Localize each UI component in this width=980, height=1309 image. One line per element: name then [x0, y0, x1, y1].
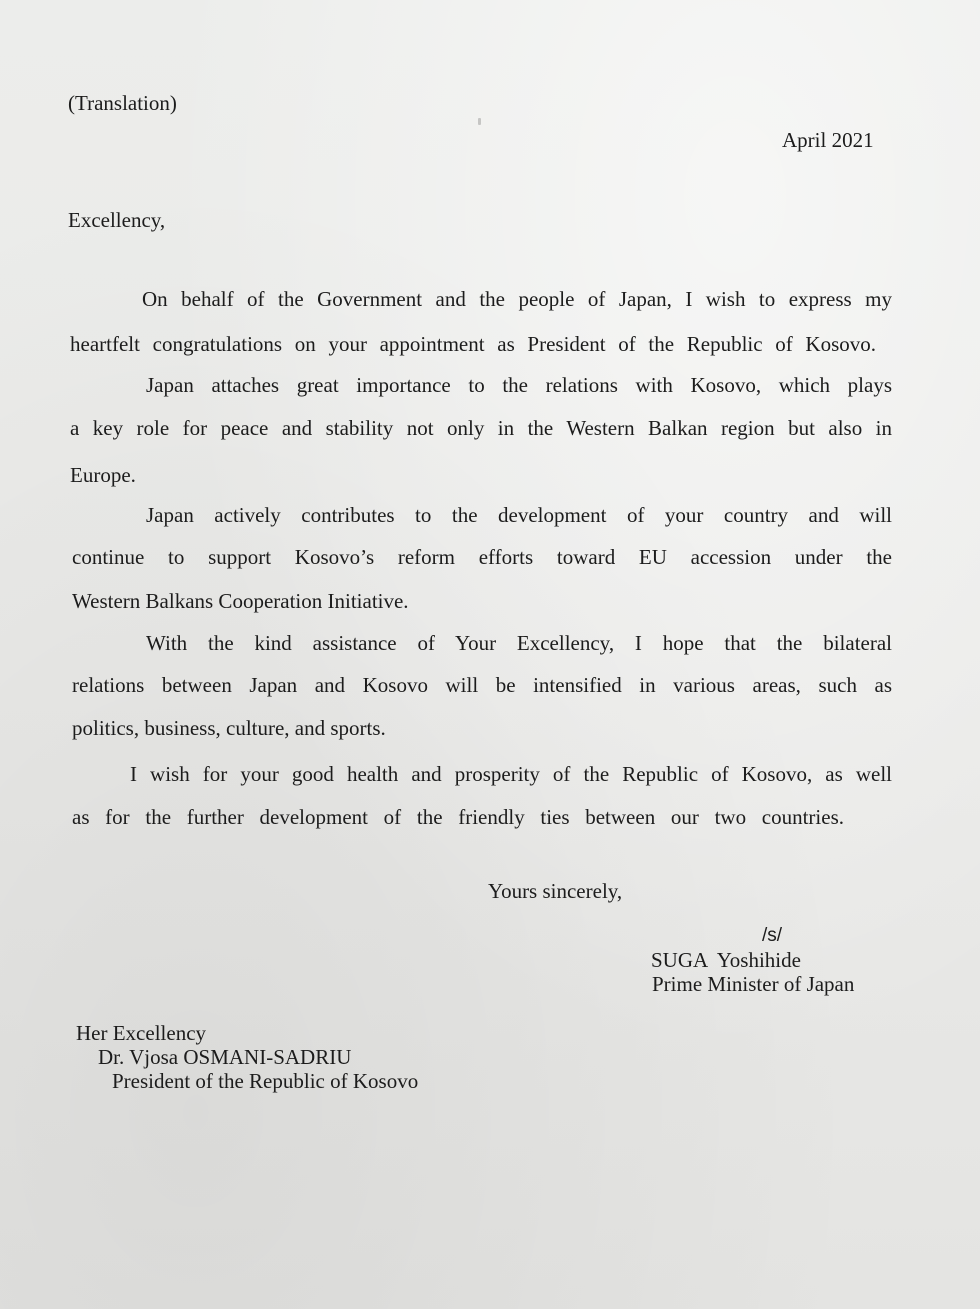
paragraph-4-line-1: With the kind assistance of Your Excellency, I hope that the bilateral	[146, 631, 892, 655]
paragraph-4-line-2: relations between Japan and Kosovo will be intensified in various areas, such as	[72, 673, 892, 697]
signature-mark: /s/	[762, 925, 783, 946]
paragraph-4-line-3: politics, business, culture, and sports.	[72, 716, 386, 740]
signatory-name: SUGA Yoshihide	[651, 948, 801, 972]
paragraph-5-line-1: I wish for your good health and prosperity of the Republic of Kosovo, as well	[130, 762, 892, 786]
paragraph-3-line-2: continue to support Kosovo’s reform efforts toward EU accession under the	[72, 545, 892, 569]
paragraph-2-line-2: a key role for peace and stability not only in the Western Balkan region but also in	[70, 416, 892, 440]
addressee-name: Dr. Vjosa OSMANI-SADRIU	[98, 1045, 352, 1069]
paragraph-1-line-1: On behalf of the Government and the people of Japan, I wish to express my	[142, 287, 892, 311]
closing: Yours sincerely,	[488, 879, 623, 903]
addressee-title: President of the Republic of Kosovo	[112, 1069, 419, 1093]
paragraph-5-line-2: as for the further development of the friendly ties between our two countries.	[72, 805, 844, 829]
paragraph-2-line-1: Japan attaches great importance to the relations with Kosovo, which plays	[146, 373, 892, 397]
paragraph-3-line-1: Japan actively contributes to the development of your country and will	[146, 503, 892, 527]
letter-date: April 2021	[782, 128, 874, 152]
signatory-title: Prime Minister of Japan	[652, 972, 855, 996]
translation-note: (Translation)	[68, 91, 177, 115]
salutation: Excellency,	[68, 208, 166, 232]
paragraph-1-line-2: heartfelt congratulations on your appointment as President of the Republic of Kosovo.	[70, 332, 876, 356]
paragraph-2-line-3: Europe.	[70, 463, 136, 487]
addressee-honorific: Her Excellency	[76, 1021, 207, 1045]
paragraph-3-line-3: Western Balkans Cooperation Initiative.	[72, 589, 409, 613]
paper-speck	[478, 118, 481, 125]
